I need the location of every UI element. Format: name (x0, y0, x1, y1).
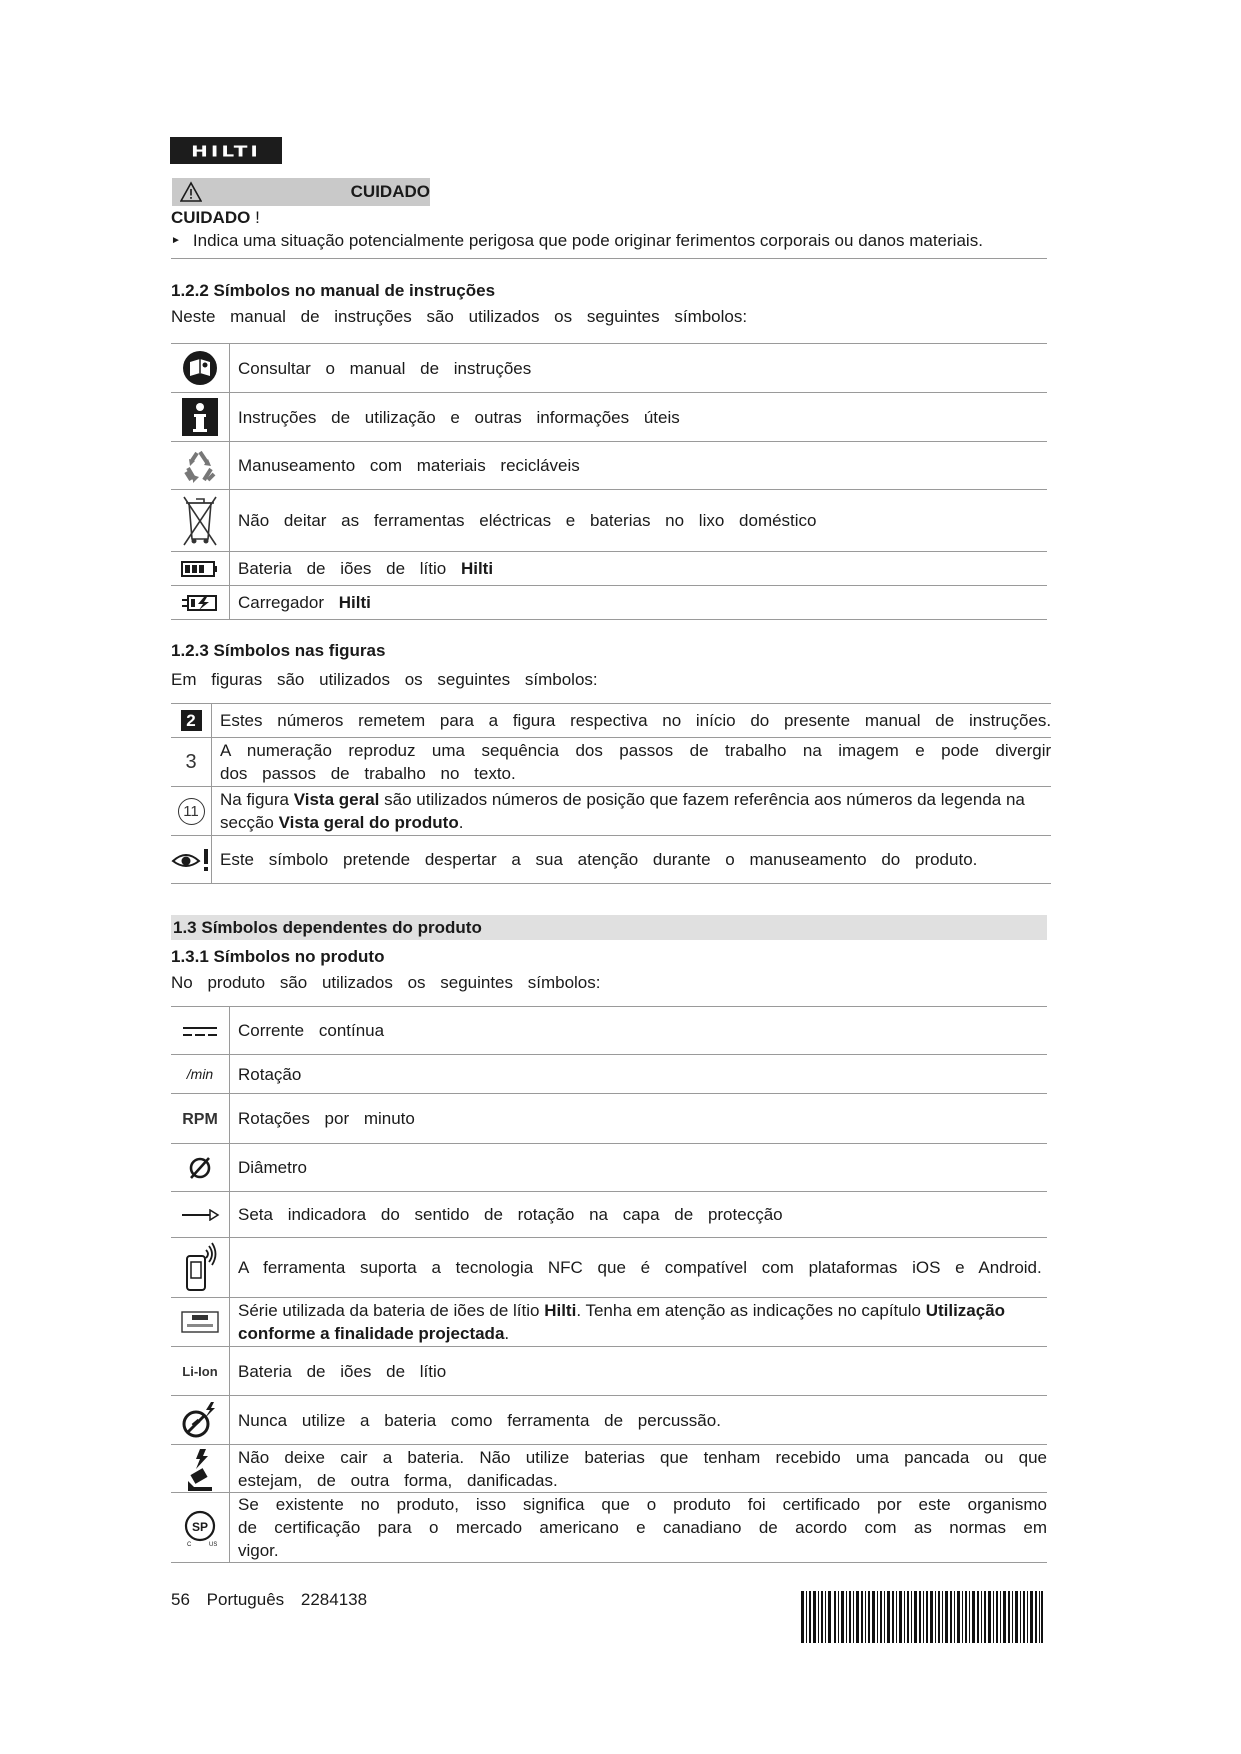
section-1-2-2-intro: Neste manual de instruções são utilizados os seguintes símbolos: (171, 307, 748, 326)
table-cell: Não deixe cair a bateria. Não utilize baterias que tenham recebido uma pancada ou que estejam, de outra forma, danificadas. (238, 1447, 1047, 1490)
table-cell: Se existente no produto, isso significa que o produto foi certificado por este organismo de certificação para o mercado americano e canadiano de acordo com as normas em vigor. (238, 1495, 1047, 1560)
table-cell: Série utilizada da bateria de iões de lítio Hilti. Tenha em atenção as indicações no capítulo Utilização conforme a finalidade projectada. (238, 1301, 1006, 1343)
page-footer (171, 1590, 379, 1610)
figure-symbols-table (171, 703, 1051, 884)
per-minute-icon: /min (186, 1066, 214, 1082)
arrow-icon (180, 1209, 220, 1221)
table-cell: Não deitar as ferramentas eléctricas e baterias no lixo doméstico (238, 511, 817, 530)
table-row (171, 836, 1051, 884)
eye-attention-icon (171, 847, 211, 873)
table-cell: Rotação (238, 1064, 302, 1084)
table-row (171, 344, 1047, 393)
table-row (171, 1094, 1047, 1144)
table-row (171, 787, 1051, 836)
table-cell: A ferramenta suporta a tecnologia NFC que é compatível com plataformas iOS e Android. (238, 1258, 1042, 1277)
table-cell: Nunca utilize a bateria como ferramenta de percussão. (238, 1410, 721, 1430)
table-row (171, 393, 1047, 442)
table-row (171, 738, 1051, 787)
info-icon (182, 398, 218, 436)
svg-text:C: C (187, 1541, 192, 1547)
bullet-icon: ► (171, 235, 181, 246)
li-ion-icon: Li-Ion (182, 1364, 218, 1379)
recycle-icon (181, 447, 219, 485)
table-row (171, 1347, 1047, 1396)
table-row (171, 552, 1047, 586)
section-1-2-3-heading: 1.2.3 Símbolos nas figuras (171, 641, 386, 660)
step-number-icon: 3 (185, 750, 197, 773)
section-1-2-3-intro: Em figuras são utilizados os seguintes símbolos: (171, 670, 598, 689)
table-cell: Este símbolo pretende despertar a sua atenção durante o manuseamento do produto. (220, 850, 978, 869)
footer-doc-number: 2284138 (300, 1590, 368, 1609)
table-cell: A numeração reproduz uma sequência dos passos de trabalho na imagem e pode divergir dos passos de trabalho no texto. (220, 741, 1052, 783)
charger-icon (180, 593, 220, 613)
table-cell: Rotações por minuto (238, 1109, 415, 1128)
table-cell: Carregador Hilti (238, 593, 371, 612)
table-row (171, 1445, 1047, 1493)
table-row (171, 704, 1051, 738)
hilti-logo: HILTI (170, 137, 282, 164)
table-cell: Na figura Vista geral são utilizados números de posição que fazem referência aos números da legenda na secção Vista geral do produto. (220, 790, 1025, 832)
table-row (171, 1192, 1047, 1238)
caution-bar-label: CUIDADO (350, 182, 430, 201)
crossed-bin-icon (181, 493, 219, 549)
position-number-icon: 11 (178, 798, 205, 825)
caution-title: CUIDADO ! (171, 208, 260, 227)
table-row (171, 1055, 1047, 1094)
table-row (171, 1238, 1047, 1298)
table-cell: Corrente contínua (238, 1021, 385, 1040)
table-cell: Seta indicadora do sentido de rotação na capa de protecção (238, 1205, 783, 1224)
manual-book-icon (181, 349, 219, 387)
table-cell: Manuseamento com materiais recicláveis (238, 456, 580, 475)
csa-icon (183, 1509, 217, 1547)
table-cell: Consultar o manual de instruções (238, 358, 532, 378)
rpm-icon: RPM (182, 1110, 218, 1128)
no-drop-icon (184, 1447, 216, 1491)
table-cell: Instruções de utilização e outras informações úteis (238, 407, 680, 427)
caution-text: Indica uma situação potencialmente perigosa que pode originar ferimentos corporais ou danos materiais. (192, 231, 983, 250)
battery-icon (181, 560, 219, 578)
section-1-3-heading: 1.3 Símbolos dependentes do produto (173, 917, 482, 937)
nfc-phone-icon (182, 1242, 218, 1294)
table-cell: Estes números remetem para a figura respectiva no início do presente manual de instruções. (220, 711, 1052, 730)
table-row (171, 1298, 1047, 1347)
footer-language: Português (206, 1590, 285, 1609)
direct-current-icon (182, 1024, 218, 1038)
caution-text-row (171, 231, 983, 251)
product-symbols-table (171, 1006, 1047, 1563)
table-row (171, 442, 1047, 490)
table-row (171, 1144, 1047, 1192)
table-cell: Bateria de iões de lítio (238, 1361, 447, 1381)
divider (171, 258, 1047, 259)
no-hammer-icon (181, 1400, 219, 1440)
section-1-3-1-intro: No produto são utilizados os seguintes símbolos: (171, 973, 601, 992)
figure-number-icon: 2 (181, 710, 202, 731)
table-row (171, 586, 1047, 620)
manual-symbols-table (171, 343, 1047, 620)
svg-text:US: US (209, 1541, 217, 1547)
table-cell: Diâmetro (238, 1158, 307, 1177)
section-1-3-1-heading: 1.3.1 Símbolos no produto (171, 947, 385, 966)
svg-text:SP: SP (191, 1519, 209, 1534)
table-row (171, 1493, 1047, 1563)
caution-bar (172, 178, 430, 206)
section-1-3-bar (171, 915, 1047, 940)
warning-icon (180, 181, 202, 203)
battery-series-icon (181, 1311, 219, 1333)
section-1-2-2-heading: 1.2.2 Símbolos no manual de instruções (171, 281, 496, 300)
diameter-icon (187, 1155, 213, 1181)
table-row (171, 1396, 1047, 1445)
table-cell: Bateria de iões de lítio Hilti (238, 559, 494, 578)
table-row (171, 490, 1047, 552)
table-row (171, 1007, 1047, 1055)
page-number: 56 (171, 1590, 190, 1609)
barcode (801, 1591, 1043, 1643)
